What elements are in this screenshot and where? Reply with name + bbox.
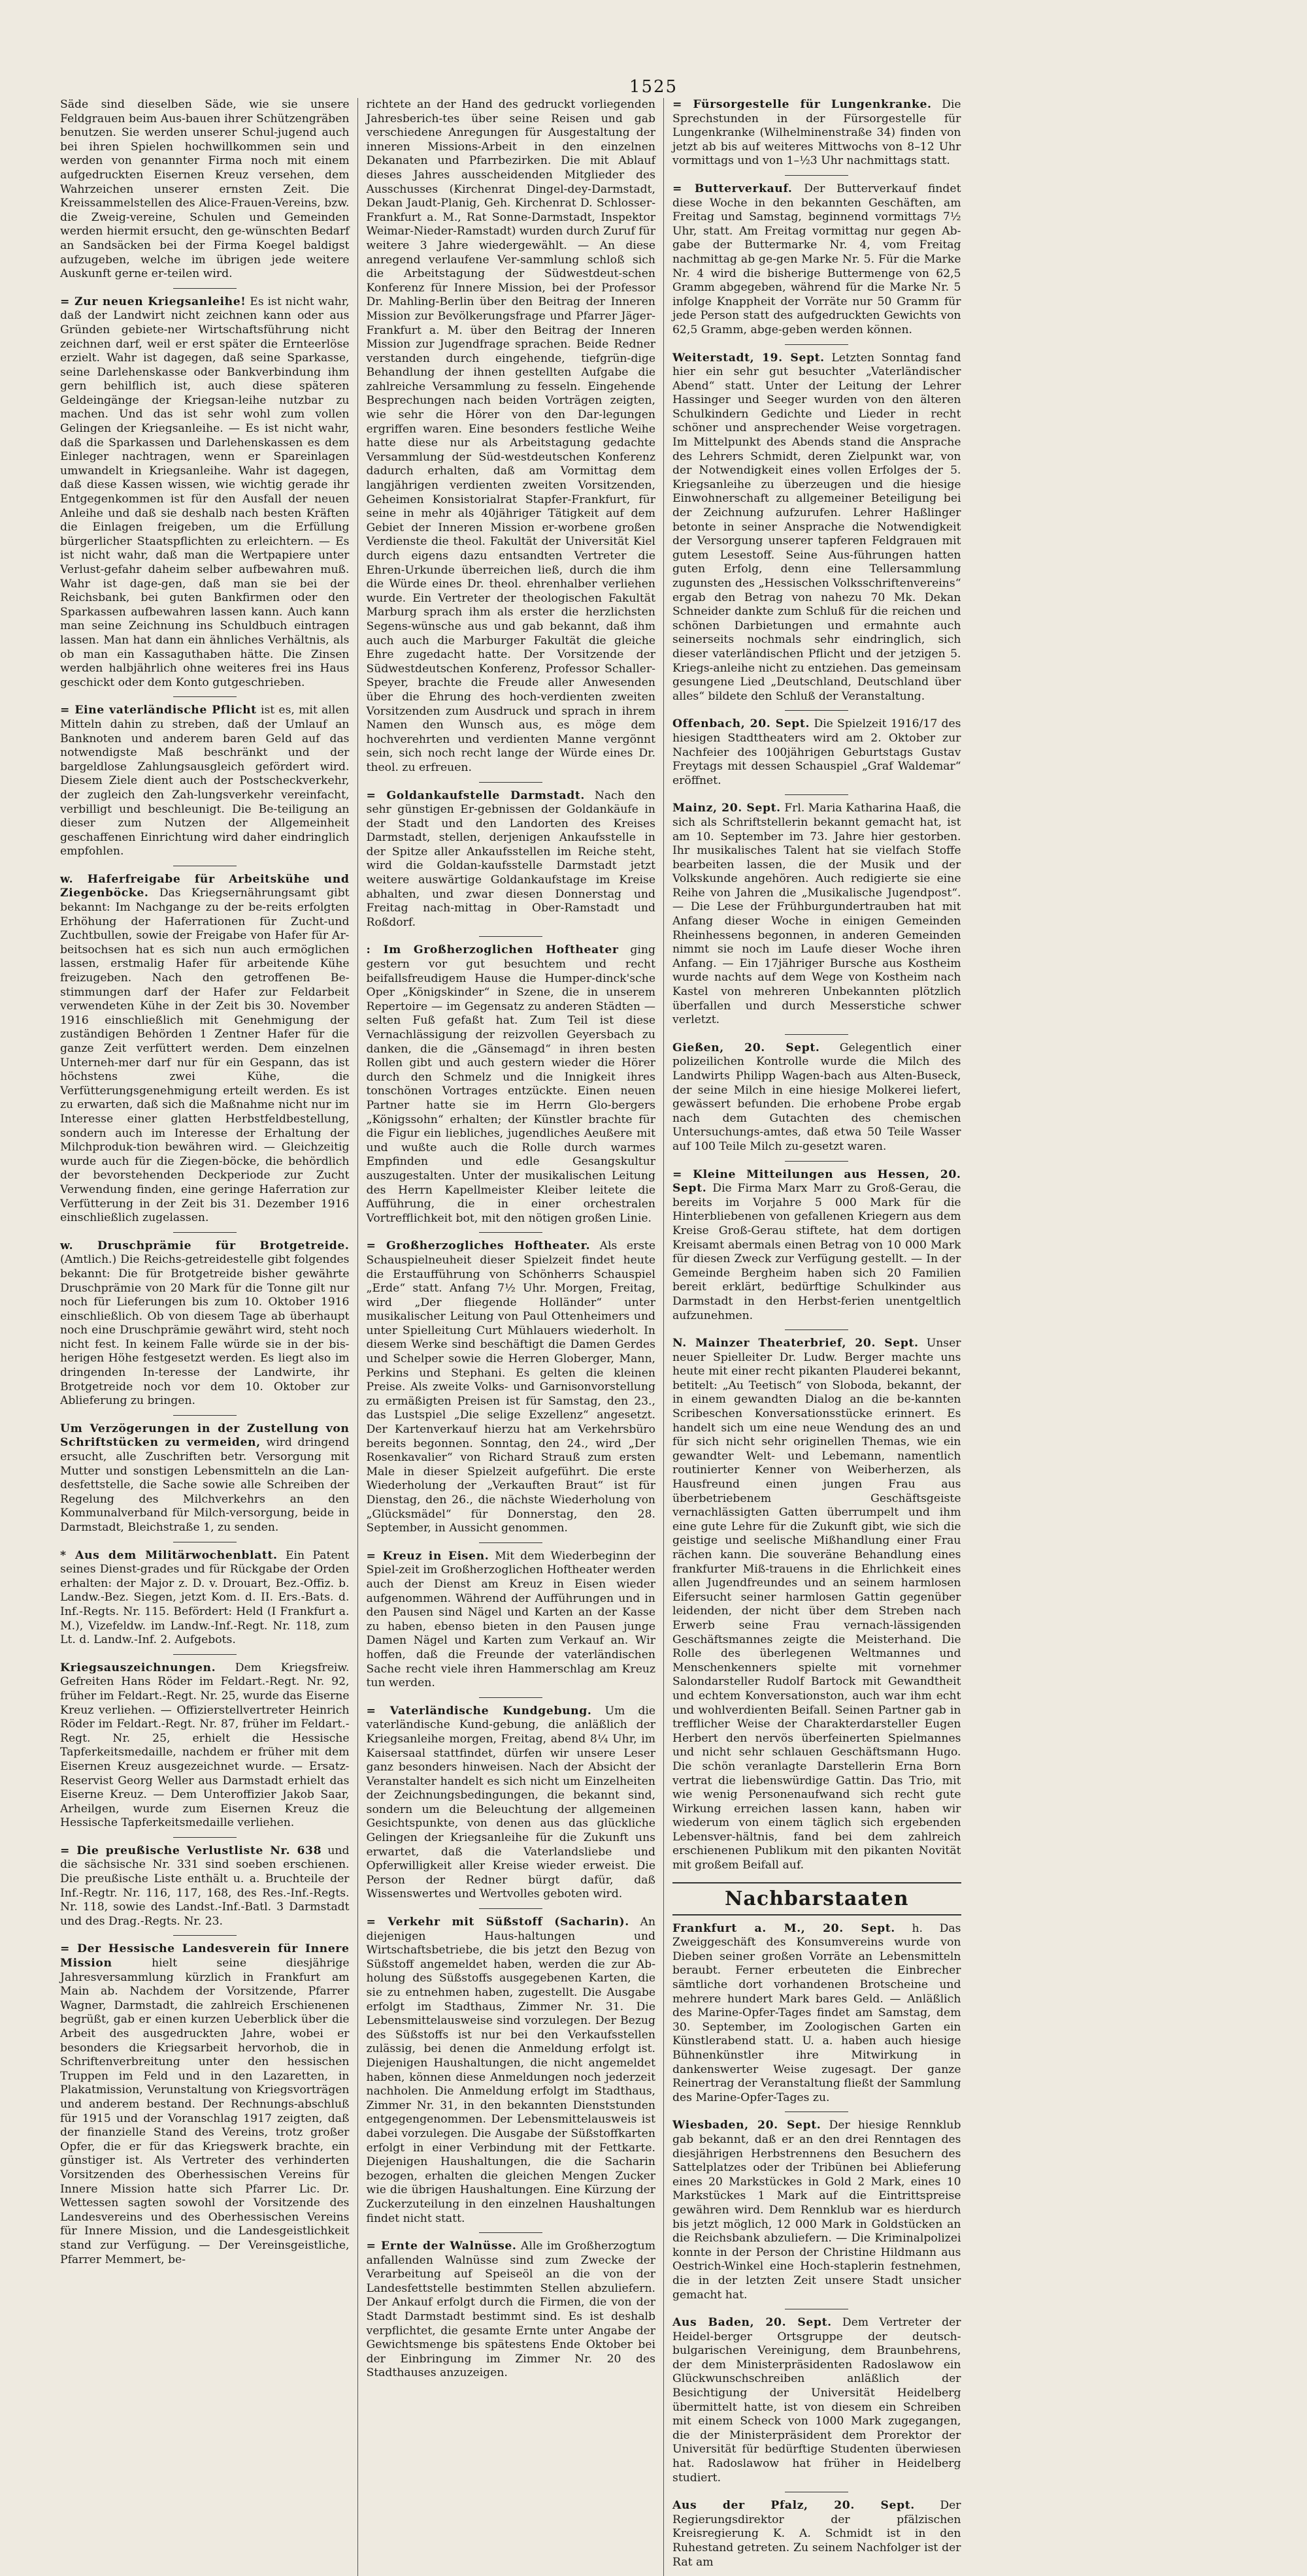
article-body: Der Butterverkauf findet diese Woche in den bekannten Geschäften, am Freitag und Samstag, beginnend vormittags 7½ Uhr, statt. Am Freitag vormittag nur gegen Ab-gabe der Buttermarke Nr. 4, vom Freitag nachmittag ab ge-gen Marke Nr. 5. Für die Marke Nr. 4 wird die bisherige Buttermenge von 62,5 Gramm abgegeben, während für die Marke Nr. 5 infolge Knappheit der Vorräte nur 50 Gramm für jede Person statt des aufgedruckten Gewichts von 62,5 Gramm, abge-geben werden können.: [672, 182, 961, 336]
article-headline: : Im Großherzoglichen Hoftheater: [366, 943, 619, 957]
article-body: hielt seine diesjährige Jahresversammlung kürzlich in Frankfurt am Main ab. Nachdem der Vorsitzende, Pfarrer Wagner, Darmstadt, die zahlreich Erschienenen begrüßt, gab er einen kurzen Ueberblick über die Arbeit des ausgedruckten Jahre, wobei er besonders die Kriegsarbeit hervorhob, die in Schriftenverbreitung unter den hessischen Truppen im Feld und in den Lazaretten, in Plakatmission, Verunstaltung von Kriegsvorträgen und anderem bestand. Der Rechnungs-abschluß für 1915 und der Voranschlag 1917 zeigten, daß der finanzielle Stand des Vereins, trotz großer Opfer, die er für das Kriegswerk brachte, ein günstiger ist. Als Vertreter des verhinderten Vorsitzenden des Oberhessischen Vereins für Innere Mission hatte sich Pfarrer Lic. Dr. Wettessen sagten sowohl der Vorsitzende des Landesvereins und des Oberhessischen Vereins für Innere Mission, und die Landesgeistlichkeit stand zur Verfügung. — Der Vereinsgeistliche, Pfarrer Memmert, be-: [60, 1957, 350, 2266]
article-headline: Aus der Pfalz, 20. Sept.: [672, 2499, 915, 2513]
article-headline: = Eine vaterländische Pflicht: [60, 704, 257, 717]
article-body: wird dringend ersucht, alle Zuschriften betr. Versorgung mit Mutter und sonstigen Lebensmitteln an die Lan-desfettstelle, die Sache sowie alle Schreiben der Regelung des Milchverkehrs an den Kommunalverband für Milch-versorgung, beide in Darmstadt, Bleichstraße 1, zu senden.: [60, 1436, 350, 1534]
article-divider: [785, 794, 848, 795]
article-divider: [785, 1034, 848, 1035]
article-headline: = Kreuz in Eisen.: [366, 1549, 489, 1563]
article-body: ist es, mit allen Mitteln dahin zu streben, daß der Umlauf an Banknoten und anderem baren Geld auf das notwendigste Maß beschränkt und der bargeldlose Zahlungsausgleich gefördert wird. Diesem Ziele dient auch der Postscheckverkehr, der zugleich den Zah-lungsverkehr vereinfacht, verbilligt und beschleunigt. Die Be-teiligung an dieser zum Nutzen der Allgemeinheit geschaffenen Einrichtung wird daher eindringlich empfohlen.: [60, 704, 350, 858]
article-headline: Offenbach, 20. Sept.: [672, 717, 810, 731]
article: [672, 717, 961, 788]
article: [367, 789, 656, 930]
article-body: (Amtlich.) Die Reichs-getreidestelle gibt folgendes bekannt: Die für Brotgetreide bisher gewährte Druschprämie von 20 Mark für die Tonne gilt nur noch für Lieferungen bis zum 10. Oktober 1916 einschließlich. Ob von diesem Tage ab überhaupt noch eine Druschprämie gewährt wird, steht noch nicht fest. In keinem Falle würde sie in der bis-herigen Höhe festgesetzt werden. Es liegt also im dringenden In-teresse der Landwirte, ihr Brotgetreide noch vor dem 10. Oktober zur Ablieferung zu bringen.: [60, 1253, 350, 1408]
article: [672, 2499, 961, 2569]
article: [672, 1337, 961, 1873]
article-body: Dem Kriegsfreiw. Gefreiten Hans Röder im Feldart.-Regt. Nr. 92, früher im Feldart.-Regt. Nr. 25, wurde das Eiserne Kreuz verliehen. — Offizierstellvertreter Heinrich Röder im Feldart.-Regt. Nr. 87, früher im Feldart.-Regt. Nr. 25, erhielt die Hessische Tapferkeitsmedaille, nachdem er früher mit dem Eisernen Kreuz ausgezeichnet wurde. — Ersatz-Reservist Georg Weller aus Darmstadt erhielt das Eiserne Kreuz. — Dem Unteroffizier Jakob Saar, Arheilgen, wurde zum Eisernen Kreuz die Hessische Tapferkeitsmedaille verliehen.: [60, 1661, 350, 1830]
article-divider: [173, 1415, 237, 1416]
article-divider: [785, 1161, 848, 1162]
article-divider: [173, 288, 237, 289]
article-headline: Frankfurt a. M., 20. Sept.: [672, 1921, 895, 1935]
article: [367, 2240, 656, 2381]
article-headline: Weiterstadt, 19. Sept.: [672, 351, 825, 365]
article-headline: = Der Hessische Landesverein für Innere Mission: [60, 1942, 350, 1970]
article: [672, 182, 961, 338]
article-headline: = Verkehr mit Süßstoff (Sacharin).: [366, 1916, 629, 1929]
article: [60, 1844, 350, 1929]
section-title-nachbarstaaten: Nachbarstaaten: [672, 1882, 961, 1916]
article-headline: = Kleine Mitteilungen aus Hessen, 20. Sept.: [672, 1167, 961, 1196]
article: [60, 704, 350, 859]
article: [60, 295, 350, 691]
article-divider: [173, 1232, 237, 1233]
article-headline: Aus Baden, 20. Sept.: [672, 2316, 832, 2330]
article-divider: [479, 1697, 542, 1698]
article-body: Als erste Schauspielneuheit dieser Spielzeit findet heute die Erstaufführung von Schönherrs Schauspiel „Erde“ statt. Anfang 7½ Uhr. Morgen, Freitag, wird „Der fliegende Holländer“ unter musikalischer Leitung von Paul Ottenheimers und unter Spielleitung Curt Mühlauers wiederholt. In diesem Werke sind beschäftigt die Damen Gerdes und Schelper sowie die Herren Globerger, Mann, Perkins und Stephani. Es gelten die kleinen Preise. Als zweite Volks- und Garnisonvorstellung zu ermäßigten Preisen ist für Samstag, den 23., das Lustspiel „Die selige Exzellenz“ angesetzt. Der Kartenverkauf hierzu hat am Verkehrsbüro bereits begonnen. Sonntag, den 24., wird „Der Rosenkavalier“ von Richard Strauß zum ersten Male in dieser Spielzeit aufgeführt. Die erste Wiederholung der „Verkauften Braut“ ist für Dienstag, den 26., die nächste Wiederholung von „Glücksmädel“ für Donnerstag, den 28. September, in Aussicht genommen.: [366, 1239, 655, 1535]
article-body: Es ist nicht wahr, daß der Landwirt nicht zeichnen kann oder aus Gründen gebiete-ner Wirtschaftsführung nicht zeichnen darf, weil er erst später die Ernteerlöse erzielt. Wahr ist dagegen, daß seine Sparkasse, seine Darlehenskasse oder Bankverbindung ihm gern behilflich ist, auch diese späteren Geldeingänge der Kriegsan-leihe nutzbar zu machen. Und das ist sehr wohl zum vollen Gelingen der Kriegsanleihe. — Es ist nicht wahr, daß die Sparkassen und Darlehenskassen es dem Einleger nachtragen, wenn er Spareinlagen umwandelt in Kriegsanleihe. Wahr ist dagegen, daß diese Kassen wissen, wie wichtig gerade ihr Entgegenkommen ist für den Ausfall der neuen Anleihe und daß sie deshalb nach besten Kräften die Einlagen freigeben, um die Erfüllung bürgerlicher Staatspflichten zu erleichtern. — Es ist nicht wahr, daß man die Wertpapiere unter Verlust-gefahr daheim selber aufbewahren muß. Wahr ist dage-gen, daß man sie bei der Reichsbank, bei guten Bankfirmen oder den Sparkassen aufbewahren lassen kann. Auch kann man seine Zeichnung ins Schuldbuch eintragen lassen. Man hat dann ein ähnliches Verhältnis, als ob man ein Kassaguthaben hätte. Die Zinsen werden halbjährlich ohne weiteres frei ins Haus geschickt oder dem Konto gutgeschrieben.: [60, 295, 350, 689]
article-divider: [479, 1542, 542, 1543]
article-body: Der Regierungsdirektor der pfälzischen Kreisregierung K. A. Schmidt ist in den Ruhestand getreten. Zu seinem Nachfolger ist der Rat am: [672, 2499, 961, 2569]
article: [60, 1942, 350, 2267]
article: [672, 98, 961, 169]
article: [672, 1168, 961, 1324]
article-divider: [173, 696, 237, 697]
article-divider: [173, 1935, 237, 1936]
article-headline: Um Verzögerungen in der Zustellung von Schriftstücken zu vermeiden,: [60, 1422, 350, 1450]
article: [367, 1704, 656, 1902]
article-headline: * Aus dem Militärwochenblatt.: [60, 1548, 278, 1562]
article-body: An diejenigen Haus-haltungen und Wirtschaftsbetriebe, die bis jetzt den Bezug von Süßstoff angemeldet haben, werden die zur Ab-holung des Süßstoffs ausgegebenen Karten, die sie zu entnehmen haben, zugestellt. Die Ausgabe erfolgt im Stadthaus, Zimmer Nr. 31. Die Lebensmittelausweise sind vorzulegen. Der Bezug des Süßstoffs ist nur bei den Verkaufsstellen zulässig, bei denen die Anmeldung erfolgt ist. Diejenigen Haushaltungen, die nicht angemeldet haben, können diese Anmeldungen noch jederzeit nachholen. Die Anmeldung erfolgt im Stadthaus, Zimmer Nr. 31, in den bekannten Dienststunden entgegengenommen. Der Lebensmittelausweis ist dabei vorzulegen. Die Ausgabe der Süßstoffkarten erfolgt in einer Verbindung mit der Fettkarte. Diejenigen Haushaltungen, die die Sacharin bezogen, erhalten die gleichen Mengen Zucker wie die übrigen Haushaltungen. Eine Kürzung der Zuckerzuteilung in den einzelnen Haushaltungen findet nicht statt.: [366, 1916, 656, 2225]
article-divider: [173, 1837, 237, 1838]
article-body: Die Firma Marx Marr zu Groß-Gerau, die bereits im Vorjahre 5 000 Mark für die Hinterbliebenen von gefallenen Kriegern aus dem Kreise Groß-Gerau stiftete, hat dem dortigen Kreisamt abermals einen Betrag von 10 000 Mark für diesen Zweck zur Verfügung gestellt. — In der Gemeinde Bergheim haben sich 20 Familien bereit erklärt, bedürftige Schulkinder aus Darmstadt in den Herbst-ferien unentgeltlich aufzunehmen.: [672, 1182, 961, 1322]
article-headline: = Vaterländische Kundgebung.: [366, 1704, 592, 1718]
article-body: und die sächsische Nr. 331 sind soeben erschienen. Die preußische Liste enthält u. a. Bruchteile der Inf.-Regtr. Nr. 116, 117, 168, des Res.-Inf.-Regts. Nr. 118, sowie des Landst.-Inf.-Batl. 3 Darmstadt und des Drag.-Regts. Nr. 23.: [60, 1844, 350, 1928]
article-body: Die Sprechstunden in der Fürsorgestelle für Lungenkranke (Wilhelminenstraße 34) finden von jetzt ab bis auf weiteres Mittwochs von 8–12 Uhr vormittags und von 1–½3 Uhr nachmittags statt.: [672, 98, 961, 168]
article: [367, 943, 656, 1226]
article: [672, 1922, 961, 2106]
article-headline: Mainz, 20. Sept.: [672, 802, 781, 815]
article: [367, 1550, 656, 1691]
article-body: h. Das Zweiggeschäft des Konsumvereins wurde von Dieben seiner großen Vorräte an Lebensmitteln beraubt. Ferner erbeuteten die Einbrecher sämtliche dort vorhandenen Brotscheine und mehrere hundert Mark bares Geld. — Anläßlich des Marine-Opfer-Tages findet am Samstag, dem 30. September, im Zoologischen Garten ein Künstlerabend statt. U. a. haben auch hiesige Bühnenkünstler ihre Mitwirkung in dankenswerter Weise zugesagt. Der ganze Reinertrag der Veranstaltung fließt der Sammlung des Marine-Opfer-Tages zu.: [672, 1921, 961, 2104]
article: [672, 2316, 961, 2485]
article-divider: [785, 710, 848, 711]
article-headline: N. Mainzer Theaterbrief, 20. Sept.: [672, 1337, 919, 1350]
article: [60, 1422, 350, 1535]
column-2: [367, 98, 656, 2576]
article-body: Alle im Großherzogtum anfallenden Walnüsse sind zum Zwecke der Verarbeitung auf Speiseöl an die von der Landesfettstelle bestimmten Stellen abzuliefern. Der Ankauf erfolgt durch die Firmen, die von der Stadt Darmstadt bestimmt sind. Es ist deshalb verpflichtet, die gesamte Ernte unter Angabe der Gewichtsmenge bis spätestens Ende Oktober bei der Einbringung im Zimmer Nr. 20 des Stadthauses anzuzeigen.: [366, 2240, 655, 2380]
article-divider: [785, 175, 848, 176]
article: [672, 802, 961, 1028]
article-body: Unser neuer Spielleiter Dr. Ludw. Berger machte uns heute mit einer recht pikanten Plauderei bekannt, betitelt: „Au Teetisch“ von Sloboda, bekannt, der in einem gewandten Dialog an die be-kannten Scribeschen Konversationsstücke erinnert. Es handelt sich um eine neue Wendung des an und für sich nicht sehr originellen Themas, wie ein gewandter Welt- und Lebemann, namentlich routinierter Kenner von Weiberherzen, als Hausfreund einen jungen Frau aus überbetriebenem Geschäftsgeiste vernachlässigten Gatten überrumpelt und ihm eine gute Lehre für die Zukunft gibt, wie sich die geistige und seelische Mißhandlung einer Frau rächen kann. Die souveräne Behandlung eines frankfurter Miß-trauens in die Ehrlichkeit eines allen Jugendfreundes und an seinem harmlosen Eifersucht seiner harmlosen Gattin gegenüber leidenden, der nicht über dem Streben nach Erwerb seine Frau vernach-lässigenden Geschäftsmannes zeigte die Meisterhand. Die Rolle des überlegenen Weltmannes und Menschenkenners spielte mit vornehmer Salondarsteller Rudolf Bartock mit Gewandtheit und echtem Konversationston, auch war ihm echt und wohlverdienten Beifall. Seinen Partner gab in trefflicher Weise der Charakterdarsteller Eugen Herbert den nervös überfeinerten Spielmannes und nicht sehr schlauen Geschäftsmann Hugo. Die schön veranlagte Darstellerin Erna Born vertrat die liebenswürdige Gattin. Das Trio, mit wie wenig Personenaufwand sich recht gute Wirkung erreichen lassen kann, haben wir wiederum von einem täglich sich ergebenden Lebensver-hältnis, fand bei dem zahlreich erschienenen Publikum mit den pikanten Novität mit großem Beifall auf.: [672, 1337, 961, 1872]
article: [60, 1239, 350, 1409]
article: [672, 2119, 961, 2302]
column-3: [672, 98, 1268, 2576]
article-headline: = Ernte der Walnüsse.: [366, 2240, 517, 2253]
article-headline: Wiesbaden, 20. Sept.: [672, 2119, 821, 2132]
article-body: Frl. Maria Katharina Haaß, die sich als Schriftstellerin bekannt gemacht hat, ist am 10. September im 73. Jahre hier gestorben. Ihr musikalisches Talent hat sie vielfach Stoffe bearbeiten lassen, die der Musik und der Volkskunde angehören. Auch redigierte sie eine Reihe von Jahren die „Musikalische Jugendpost“. — Die Lese der Frühburgundertrauben hat mit Anfang dieser Woche in einigen Gemeinden Rheinhessens begonnen, in anderen Gemeinden nimmt sie noch im Laufe dieser Woche ihren Anfang. — Ein 17jähriger Bursche aus Kostheim wurde nachts auf dem Wege von Kostheim nach Kastel von mehreren Unbekannten plötzlich überfallen und durch Messerstiche schwer verletzt.: [672, 802, 961, 1027]
article: [367, 1239, 656, 1535]
article-divider: [785, 1329, 848, 1330]
article-body: Um die vaterländische Kund-gebung, die anläßlich der Kriegsanleihe morgen, Freitag, abend 8¼ Uhr, im Kaisersaal stattfindet, dürfen wir unsere Leser ganz besonders hinweisen. Nach der Absicht der Veranstalter handelt es sich nicht um Einzelheiten der Zeichnungsbedingungen, die bekannt sind, sondern um die Beleuchtung der allgemeinen Gesichtspunkte, von denen aus das glückliche Gelingen der Kriegsanleihe für die Zukunft uns erwartet, daß die Vaterlandsliebe und Opferwilligkeit aller Kreise wieder erweist. Die Person der Redner bürgt dafür, daß Wissenswertes und Wertvolles geboten wird.: [366, 1704, 656, 1901]
article-body: Gelegentlich einer polizeilichen Kontrolle wurde die Milch des Landwirts Philipp Wagen-bach aus Alten-Buseck, der seine Milch in eine hiesige Molkerei liefert, gewässert befunden. Die erhobene Probe ergab nach dem Gutachten des chemischen Untersuchungs-amtes, daß etwa 50 Teile Wasser auf 100 Teile Milch zu-gesetzt waren.: [672, 1041, 961, 1153]
article-body: Nach den sehr günstigen Er-gebnissen der Goldankäufe in der Stadt und den Landorten des Kreises Darmstadt, stellen, derjenigen Ankaufsstelle in der Spitze aller Ankaufsstellen im Reiche steht, wird die Goldan-kaufsstelle Darmstadt jetzt weitere auswärtige Goldankaufstage im Kreise abhalten, und zwar diesen Donnerstag und Freitag nach-mittag in Ober-Ramstadt und Roßdorf.: [366, 789, 655, 929]
article-divider: [479, 1908, 542, 1909]
article: [60, 1549, 350, 1648]
article-divider: [479, 2232, 542, 2233]
article-body: Der hiesige Rennklub gab bekannt, daß er an den drei Renntagen des diesjährigen Herbstrennens den Besuchern des Sattelplatzes oder der Tribünen bei Ablieferung eines 20 Markstückes in Gold 2 Mark, eines 10 Markstückes 1 Mark auf die Eintrittspreise gewähren wird. Dem Rennklub war es hierdurch bis jetzt möglich, 12 000 Mark in Goldstücken an die Reichsbank abzuliefern. — Die Kriminalpolizei konnte in der Person der Christine Hildmann aus Oestrich-Winkel eine Hoch-staplerin festnehmen, die in der letzten Zeit unsere Stadt unsicher gemacht hat.: [672, 2119, 961, 2302]
article-headline: Gießen, 20. Sept.: [672, 1041, 820, 1054]
article-divider: [785, 344, 848, 345]
article-divider: [479, 1232, 542, 1233]
article-body: Säde sind dieselben Säde, wie sie unsere Feldgrauen beim Aus-bauen ihrer Schützengräben benutzen. Sie werden unserer Schul-jugend auch bei ihren Spielen hochwillkommen sein und werden von genannter Firma noch mit einem aufgedruckten Eisernen Kreuz versehen, dem Wahrzeichen unserer ernsten Zeit. Die Kreissammelstellen des Alice-Frauen-Vereins, bzw. die Zweig-vereine, Schulen und Gemeinden werden hiermit ersucht, den ge-wünschten Bedarf an Sandsäcken bei der Firma Koegel baldigst aufzugeben, welche im übrigen jede weitere Auskunft gerne er-teilen wird.: [60, 98, 350, 281]
article-headline: = Großherzogliches Hoftheater.: [366, 1239, 591, 1253]
columns: [60, 98, 1268, 2569]
article-divider: [479, 782, 542, 783]
article: [60, 873, 350, 1226]
article: [672, 1041, 961, 1154]
article-body: richtete an der Hand des gedruckt vorliegenden Jahresberich-tes über seine Reisen und gab verschiedene Anregungen für Ausgestaltung der inneren Missions-Arbeit in den einzelnen Dekanaten und Pfarrbezirken. Die mit Ablauf dieses Jahres ausscheidenden Mitglieder des Ausschusses (Kirchenrat Dingel-dey-Darmstadt, Dekan Jaudt-Planig, Geh. Kirchenrat D. Schlosser-Frankfurt a. M., Rat Sonne-Darmstadt, Inspektor Weimar-Nieder-Ramstadt) wurden durch Zuruf für weitere 3 Jahre wiedergewählt. — An diese anregend verlaufene Ver-sammlung schloß sich die Arbeitstagung der Südwestdeut-schen Konferenz für Innere Mission, bei der Professor Dr. Mahling-Berlin über den Beitrag der Inneren Mission zur Bevölkerungsfrage und Pfarrer Jäger-Frankfurt a. M. über den Beitrag der Inneren Mission zur Jugendfrage sprachen. Beide Redner verstanden durch eingehende, tiefgrün-dige Behandlung der ihnen gestellten Aufgabe die zahlreiche Versammlung zu fesseln. Eingehende Besprechungen nach beiden Vorträgen zeigten, wie sehr die Hörer von den Dar-legungen ergriffen waren. Eine besonders festliche Weihe hatte diese nur als Arbeitstagung gedachte Versammlung der Süd-westdeutschen Konferenz dadurch erhalten, daß am Vormittag dem langjährigen verdienten zweiten Vorsitzenden, Geheimen Konsistorialrat Stapfer-Frankfurt, für seine in mehr als 40jähriger Tätigkeit auf dem Gebiet der Inneren Mission er-worbene großen Verdienste die theol. Fakultät der Universität Kiel durch eigens dazu entsandten Vertreter die Ehren-Urkunde überreichen ließ, durch die ihm die Würde eines Dr. theol. ehrenhalber verliehen wurde. Ein Vertreter der theologischen Fakultät Marburg sprach ihm als erster die herzlichsten Segens-wünsche aus und gab bekannt, daß ihm auch auch die Marburger Fakultät die gleiche Ehre zugedacht hatte. Der Vorsitzende der Südwestdeutschen Konferenz, Professor Schaller-Speyer, brachte die Freude aller Anwesenden über die Ehrung des hoch-verdienten zweiten Vorsitzenden zum Ausdruck und sprach in ihrem Namen den Wunsch aus, es möge dem hochverehrten und verdienten Manne vergönnt sein, sich noch recht lange der Würde eines Dr. theol. zu erfreuen.: [366, 98, 655, 774]
article-headline: = Fürsorgestelle für Lungenkranke.: [672, 98, 932, 111]
article: [367, 1916, 656, 2226]
article-body: Die Spielzeit 1916/17 des hiesigen Stadttheaters wird am 2. Oktober zur Nachfeier des 100jährigen Geburtstags Gustav Freytags mit dessen Schauspiel „Graf Waldemar“ eröffnet.: [672, 717, 961, 787]
article-headline: = Goldankaufstelle Darmstadt.: [366, 789, 585, 802]
article-body: ging gestern vor gut besuchtem und recht beifallsfreudigem Hause die Humper-dinck'sche Oper „Königskinder“ in Szene, die in unserem Repertoire — im Gegensatz zu anderen Städten — selten Fuß gefaßt hat. Zum Teil ist diese Vernachlässigung der reizvollen Geyersbach zu danken, die die „Gänsemagd“ in ihren besten Rollen gibt und auch gestern wieder die Hörer durch den Schmelz und die Innigkeit ihres tonschönen Vortrages entzückte. Einen neuen Partner hatte sie im Herrn Glo-bergers „Königssohn“ erhalten; der Künstler brachte für die Figur ein liebliches, jugendliches Aeußere mit und wußte auch die Rolle durch warmes Empfinden und edle Gesangskultur auszugestalten. Unter der musikalischen Leitung des Herrn Kapellmeister Kleiber leitete die Aufführung, die in einer orchestralen Vortrefflichkeit bot, mit den nötigen großen Linie.: [366, 943, 655, 1225]
article: [672, 351, 961, 704]
article: [60, 1661, 350, 1831]
article-headline: Kriegsauszeichnungen.: [60, 1661, 216, 1674]
article: [367, 98, 656, 775]
article-headline: = Die preußische Verlustliste Nr. 638: [60, 1844, 322, 1857]
article-divider: [479, 936, 542, 937]
column-1: [60, 98, 350, 2576]
article-headline: w. Druschprämie für Brotgetreide.: [60, 1239, 350, 1252]
article-body: Das Kriegsernährungsamt gibt bekannt: Im Nachgange zu der be-reits erfolgten Erhöhung der Haferrationen für Zucht-und Zuchtbullen, sowie der Freigabe von Hafer für Ar-beitsochsen hat es sich nun auch ermöglichen lassen, erstmalig Hafer für arbeitende Kühe freizugeben. Nach den getroffenen Be-stimmungen darf der Hafer zur Feldarbeit verwendeten Kühe in der Zeit bis 30. November 1916 einschließlich mit Genehmigung der zuständigen Behörden 1 Zentner Hafer für die ganze Zeit verfüttert werden. Dem einzelnen Unterneh-mer darf nur für ein Gespann, das ist höchstens zwei Kühe, die Verfütterungsgenehmigung erteilt werden. Es ist zu erwarten, daß sich die Maßnahme nicht nur im Interesse einer glatten Herbstfeldbestellung, sondern auch im Interesse der Erhaltung der Milchproduk-tion bewähren wird. — Gleichzeitig wurde auch für die Ziegen-böcke, die behördlich der bevorstehenden Deckperiode zur Zucht Verwendung finden, eine geringe Haferration zur Verfütterung in der Zeit bis 31. Dezember 1916 einschließlich zugelassen.: [60, 887, 350, 1225]
article-body: Dem Vertreter der Heidel-berger Ortsgruppe der deutsch-bulgarischen Vereinigung, dem Braunbehrens, der dem Ministerpräsidenten Radoslawow ein Glückwunschschreiben anläßlich der Besichtigung der Universität Heidelberg übermittelt hatte, ist von diesem ein Schreiben mit einem Scheck von 1000 Mark zugegangen, die der Ministerpräsident dem Prorektor der Universität für bedürftige Studenten überwiesen hat. Radoslawow hat früher in Heidelberg studiert.: [672, 2316, 961, 2485]
article-divider: [173, 1654, 237, 1655]
article-body: Letzten Sonntag fand hier ein sehr gut besuchter „Vaterländischer Abend“ statt. Unter der Leitung der Lehrer Hassinger und Seeger wurden von den älteren Schulkindern Gedichte und Lieder in recht schöner und ansprechender Weise vorgetragen. Im Mittelpunkt des Abends stand die Ansprache des Lehrers Schmidt, deren Zielpunkt war, von der Notwendigkeit eines vollen Erfolges der 5. Kriegsanleihe zu überzeugen und die hiesige Einwohnerschaft zu allgemeiner Beteiligung bei der Zeichnung aufzurufen. Lehrer Haßlinger betonte in seiner Ansprache die Notwendigkeit der Versorgung unserer tapferen Feldgrauen mit gutem Lesestoff. Seine Aus-führungen hatten guten Erfolg, denn eine Tellersammlung zugunsten des „Hessischen Volksschriftenvereins“ ergab den Betrag von nahezu 70 Mk. Dekan Schneider dankte zum Schluß für die reichen und schönen Darbietungen und ermahnte auch seinerseits nochmals sehr eindringlich, sich dieser vaterländischen Pflicht und der jetzigen 5. Kriegs-anleihe nicht zu entziehen. Das gemeinsam gesungene Lied „Deutschland, Deutschland über alles“ bildete den Schluß der Veranstaltung.: [672, 351, 961, 703]
page-number: 1525: [629, 77, 678, 97]
article-body: Mit dem Wiederbeginn der Spiel-zeit im Großherzoglichen Hoftheater werden auch der Dienst am Kreuz in Eisen wieder aufgenommen. Während der Aufführungen und in den Pausen sind Nägel und Karten an der Kasse zu haben, ebenso bieten in den Pausen junge Damen Nägel und Karten zum Verkauf an. Wir hoffen, daß die Freunde der vaterländischen Sache recht viele ihren Hammerschlag am Kreuz tun werden.: [366, 1549, 655, 1690]
article: [60, 98, 350, 282]
article-headline: w. Haferfreigabe für Arbeitskühe und Ziegenböcke.: [60, 872, 350, 900]
article-body: Ein Patent seines Dienst-grades und für Rückgabe der Orden erhalten: der Major z. D. v. Drouart, Bez.-Offiz. b. Landw.-Bez. Siegen, jetzt Kom. d. II. Ers.-Bats. d. Inf.-Regts. Nr. 115. Befördert: Held (I Frankfurt a. M.), Vizefeldw. im Landw.-Inf.-Regt. Nr. 118, zum Lt. d. Landw.-Inf. 2. Aufgebots.: [60, 1548, 350, 1647]
article-headline: = Zur neuen Kriegsanleihe!: [60, 295, 246, 308]
article-divider: [785, 2111, 848, 2112]
article-headline: = Butterverkauf.: [672, 182, 793, 195]
